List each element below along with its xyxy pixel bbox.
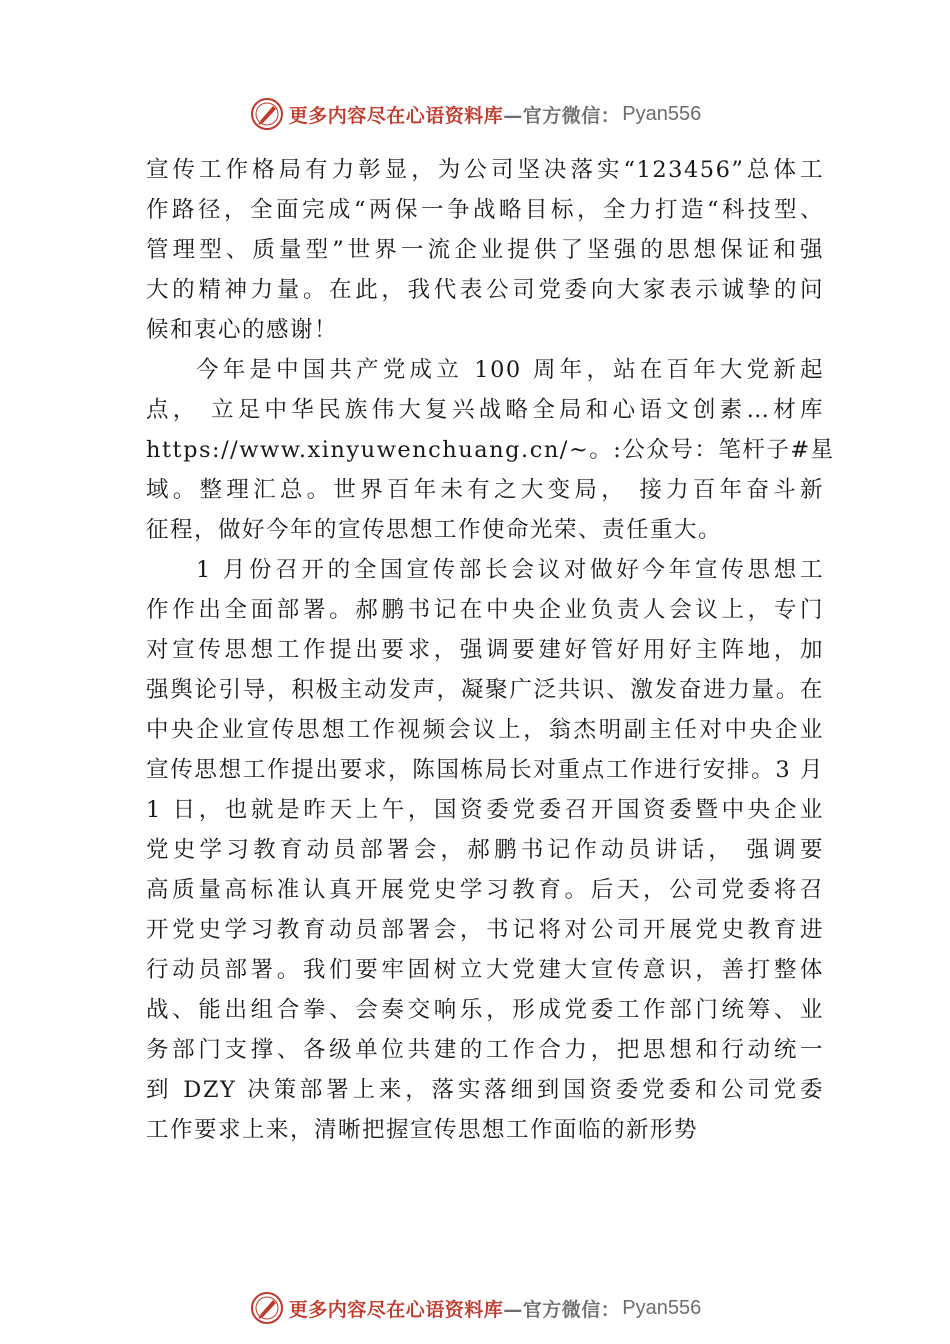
text-line: 作路径，全面完成“两保一争战略目标，全力打造“科技型、 xyxy=(146,197,824,223)
text-line: 中央企业宣传思想工作视频会议上，翁杰明副主任对中央企业 xyxy=(146,717,824,743)
wechat-id: Pyan556 xyxy=(622,102,702,125)
banner-suffix: —官方微信： xyxy=(503,1298,621,1321)
text-line: https://www.xinyuwenchuang.cn/~。:公众号：笔杆子#星 xyxy=(146,437,835,463)
text-line: 今年是中国共产党成立 100 周年，站在百年大党新起 xyxy=(196,357,824,383)
text-line: 管理型、质量型”世界一流企业提供了坚强的思想保证和强 xyxy=(146,237,824,263)
text-line: 务部门支撑、各级单位共建的工作合力，把思想和行动统一 xyxy=(146,1037,824,1063)
text-line: 1 月份召开的全国宣传部长会议对做好今年宣传思想工 xyxy=(196,557,824,583)
writing-hand-logo-icon xyxy=(249,1290,285,1326)
text-line: 工作要求上来，清晰把握宣传思想工作面临的新形势 xyxy=(146,1117,699,1143)
text-line: 强舆论引导，积极主动发声，凝聚广泛共识、激发奋进力量。在 xyxy=(146,677,824,703)
text-line: 战、能出组合拳、会奏交响乐，形成党委工作部门统筹、业 xyxy=(146,997,824,1023)
text-line: 作作出全面部署。郝鹏书记在中央企业负责人会议上，专门 xyxy=(146,597,824,623)
paragraph xyxy=(146,350,835,550)
paragraph xyxy=(146,550,824,1150)
banner-suffix: —官方微信： xyxy=(503,104,621,127)
banner-prefix: 更多内容尽在心语资料库 xyxy=(288,104,504,127)
paragraph xyxy=(146,150,824,350)
text-line: 对宣传思想工作提出要求，强调要建好管好用好主阵地，加 xyxy=(146,637,824,663)
wechat-id: Pyan556 xyxy=(622,1296,702,1319)
text-line: 党史学习教育动员部署会，郝鹏书记作动员讲话， 强调要 xyxy=(146,837,824,863)
header-watermark-banner xyxy=(0,92,950,136)
text-line: 域。整理汇总。世界百年未有之大变局， 接力百年奋斗新 xyxy=(146,477,824,503)
text-line: 征程，做好今年的宣传思想工作使命光荣、责任重大。 xyxy=(146,517,723,543)
text-line: 高质量高标准认真开展党史学习教育。后天，公司党委将召 xyxy=(146,877,824,903)
text-line: 点， 立足中华民族伟大复兴战略全局和心语文创素…材库 xyxy=(146,397,824,423)
text-line: 1 日，也就是昨天上午，国资委党委召开国资委暨中央企业 xyxy=(146,797,824,823)
text-line: 候和衷心的感谢！ xyxy=(146,317,339,343)
text-line: 到 DZY 决策部署上来，落实落细到国资委党委和公司党委 xyxy=(146,1077,824,1103)
footer-watermark-banner xyxy=(0,1286,950,1330)
banner-prefix: 更多内容尽在心语资料库 xyxy=(288,1298,504,1321)
text-line: 宣传工作格局有力彰显，为公司坚决落实“123456”总体工 xyxy=(146,157,824,183)
document-body xyxy=(146,150,835,1150)
text-line: 开党史学习教育动员部署会，书记将对公司开展党史教育进 xyxy=(146,917,824,943)
writing-hand-logo-icon xyxy=(249,96,285,132)
text-line: 大的精神力量。在此，我代表公司党委向大家表示诚挚的问 xyxy=(146,277,824,303)
text-line: 宣传思想工作提出要求，陈国栋局长对重点工作进行安排。3 月 xyxy=(146,757,824,783)
text-line: 行动员部署。我们要牢固树立大党建大宣传意识，善打整体 xyxy=(146,957,824,983)
